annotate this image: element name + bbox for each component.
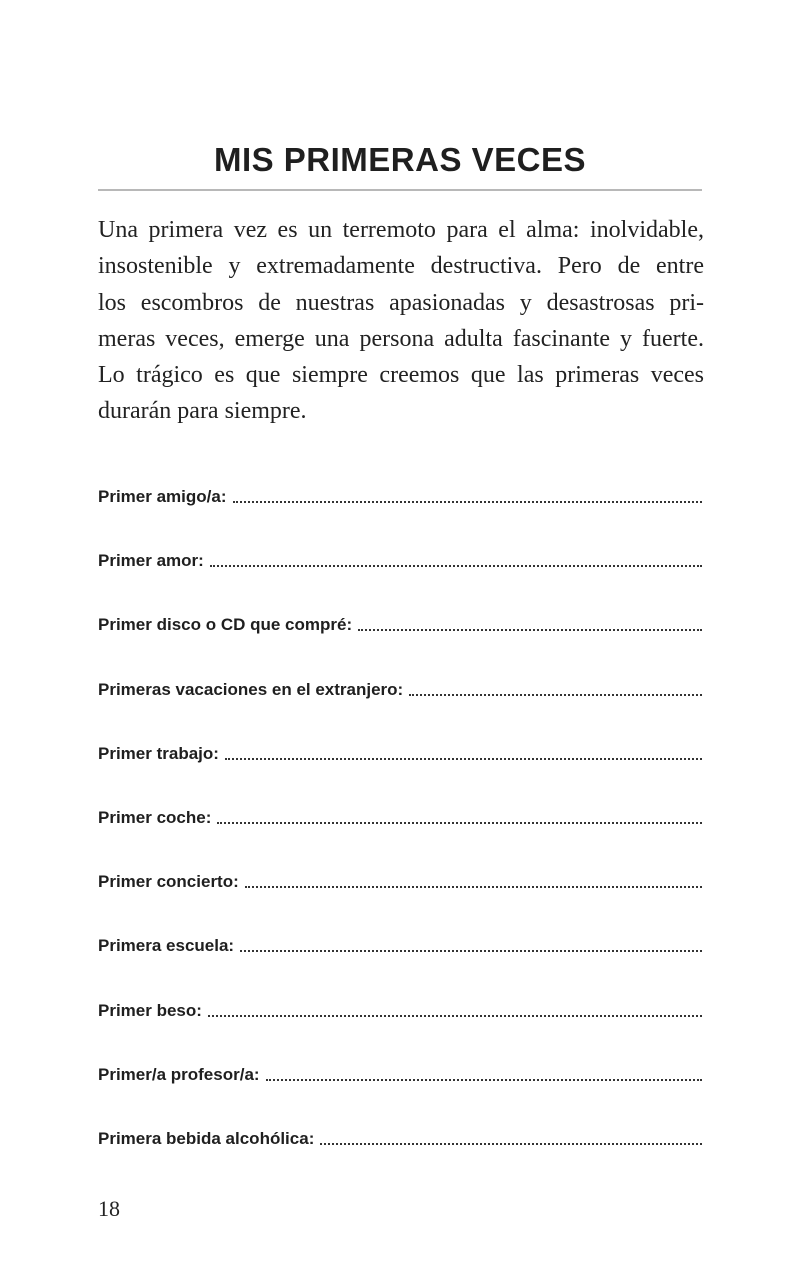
field-label: Primer trabajo: [98,743,219,763]
intro-line: insostenible y extremadamente destructiva. Pero de entre [98,253,704,280]
intro-paragraph [98,212,704,430]
fill-in-line[interactable] [358,629,702,631]
field-label: Primer beso: [98,1000,202,1020]
field-first-love [98,540,702,572]
field-label: Primera escuela: [98,936,235,956]
field-label: Primer amigo/a: [98,487,227,506]
field-label: Primer/a profesor/a: [98,1064,260,1084]
fill-in-line[interactable] [409,694,702,696]
field-first-kiss [98,990,702,1022]
fill-in-line[interactable] [208,1015,702,1017]
fill-in-line[interactable] [245,886,702,888]
fill-in-line[interactable] [210,565,702,567]
fill-in-line[interactable] [225,758,702,760]
title-divider [98,189,702,191]
intro-line: Una primera vez es un terremoto para el alma: inolvidable, [98,217,704,243]
fill-in-line[interactable] [233,501,703,503]
field-label: Primera bebida alcohólica: [98,1128,315,1148]
first-times-list [98,476,702,1182]
fill-in-line[interactable] [217,822,702,824]
field-first-concert [98,861,702,893]
intro-line: Lo trágico es que siempre creemos que las primeras veces [98,362,704,389]
intro-line: meras veces, emerge una persona adulta fascinante y fuerte. [98,325,704,352]
field-first-friend [98,476,702,508]
field-first-school [98,925,702,957]
intro-line: durarán para siempre. [98,398,307,425]
field-label: Primer amor: [98,551,204,571]
field-first-record [98,604,702,636]
field-first-teacher [98,1054,702,1086]
page-number: 18 [98,1196,120,1221]
intro-line: los escombros de nuestras apasionadas y desastrosas pri- [98,289,704,316]
fill-in-line[interactable] [240,950,702,952]
field-label: Primer concierto: [98,872,239,892]
field-first-vacation-abroad [98,669,702,701]
field-first-alcoholic-drink [98,1118,702,1150]
field-first-job [98,733,702,765]
fill-in-line[interactable] [266,1079,702,1081]
field-label: Primer coche: [98,807,212,827]
field-label: Primeras vacaciones en el extranjero: [98,679,404,699]
fill-in-line[interactable] [320,1143,702,1145]
field-first-car [98,797,702,829]
page-title: MIS PRIMERAS VECES [213,141,587,178]
field-label: Primer disco o CD que compré: [98,615,353,635]
